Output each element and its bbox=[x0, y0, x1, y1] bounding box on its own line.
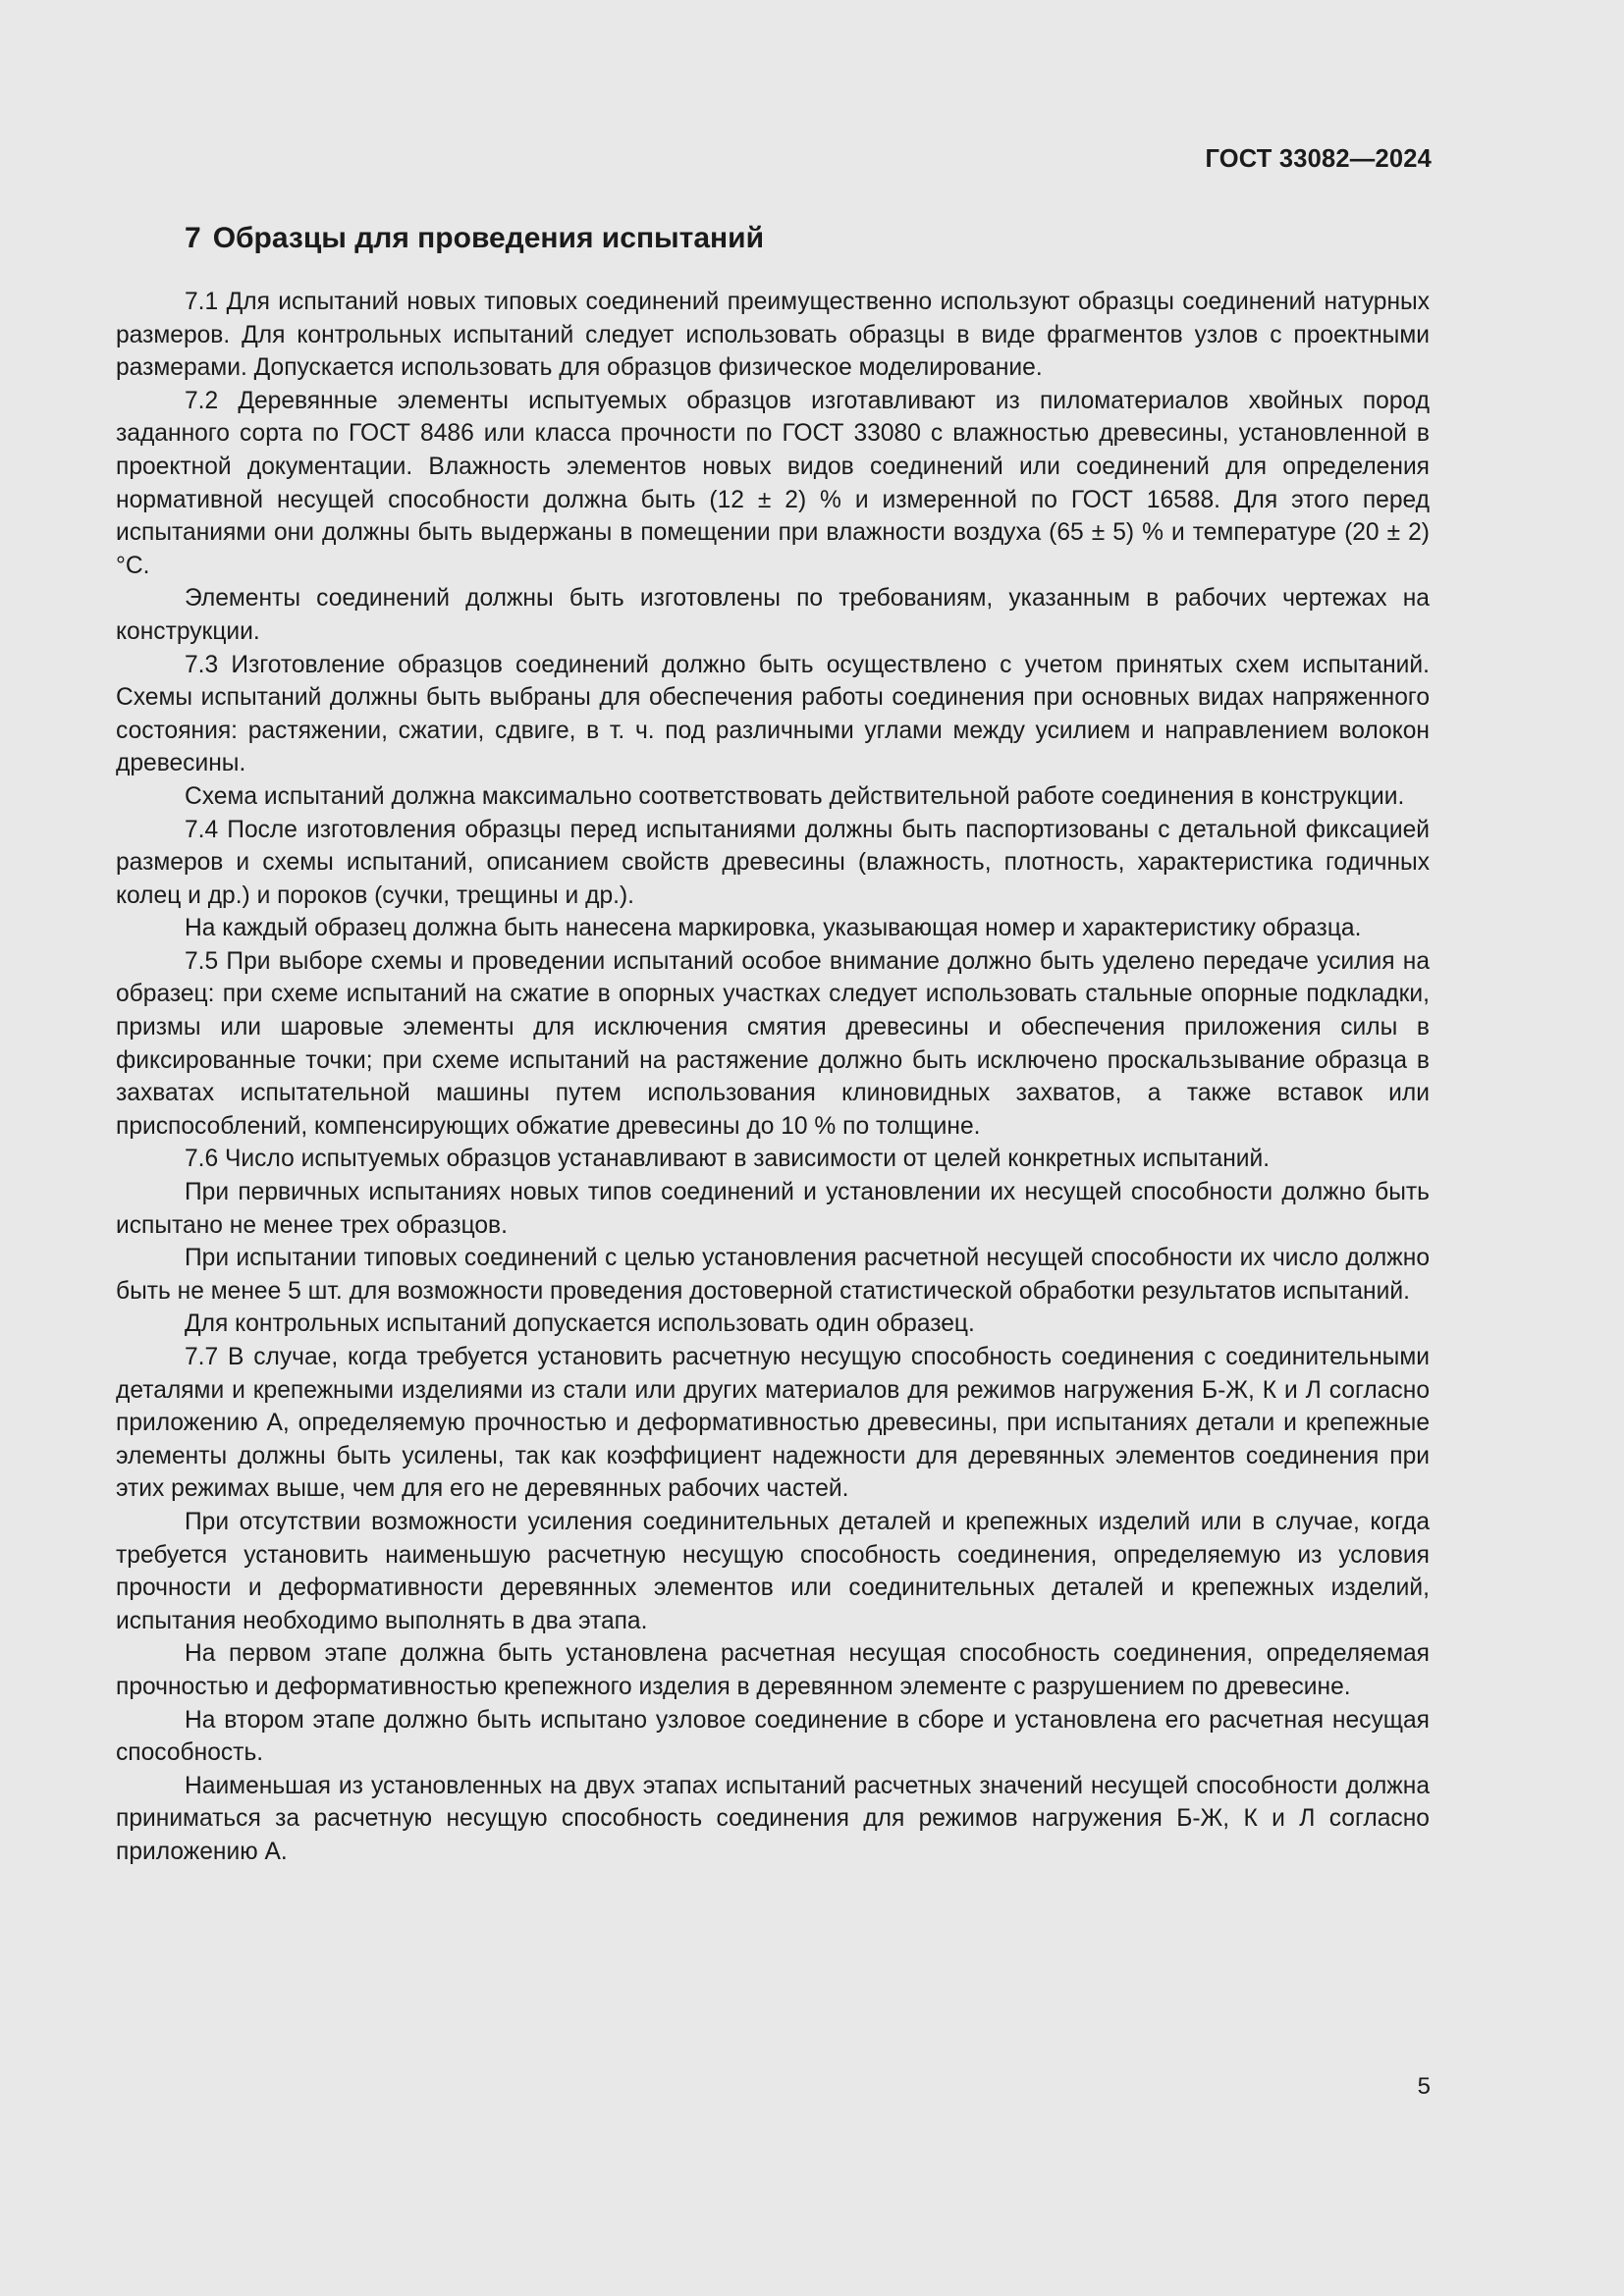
paragraph-7-7: 7.7 В случае, когда требуется установить расчетную несущую способность соединения с соединительными деталями и крепежными изделиями из стали или других материалов для режимов нагружения Б-Ж, К и Л согласно приложению А, определяемую прочностью и деформативностью древесины, при испытаниях детали и крепежные элементы должны быть усилены, так как коэффициент надежности для деревянных элементов соединения при этих режимах выше, чем для его не деревянных рабочих частей. bbox=[116, 1344, 1430, 1503]
paragraph-7-6: 7.6 Число испытуемых образцов устанавливают в зависимости от целей конкретных испытаний. bbox=[185, 1146, 1271, 1173]
section-number: 7 bbox=[185, 222, 201, 254]
paragraph: Схема испытаний должна максимально соответствовать действительной работе соединения в конструкции. bbox=[185, 782, 1405, 810]
paragraph-7-5: 7.5 При выборе схемы и проведении испытаний особое внимание должно быть уделено передаче усилия на образец: при схеме испытаний на сжатие в опорных участках следует использовать стальные опорные подкладки, призмы или шаровые элементы для исключения смятия древесины и обеспечения приложения силы в фиксированные точки; при схеме испытаний на растяжение должно быть исключено проскальзывание образца в захватах испытательной машины путем использования клиновидных захватов, а также вставок или приспособлений, компенсирующих обжатие древесины до 10 % по толщине. bbox=[116, 947, 1430, 1140]
paragraph: На первом этапе должна быть установлена расчетная несущая способность соединения, определяемая прочностью и деформативностью крепежного изделия в деревянном элементе с разрушением по древесине. bbox=[116, 1640, 1430, 1700]
paragraph: Для контрольных испытаний допускается использовать один образец. bbox=[185, 1310, 975, 1338]
page-number: 5 bbox=[1417, 2073, 1431, 2100]
paragraph-7-1: 7.1 Для испытаний новых типовых соединений преимущественно используют образцы соединений натурных размеров. Для контрольных испытаний следует использовать образцы в виде фрагментов узлов с проектными размерами. Допускается использовать для образцов физическое моделирование. bbox=[116, 289, 1430, 382]
paragraph: При отсутствии возможности усиления соединительных деталей и крепежных изделий или в случае, когда требуется установить наименьшую расчетную несущую способность соединения, определяемую из условия прочности и деформативности деревянных элементов или соединительных деталей и крепежных изделий, испытания необходимо выполнять в два этапа. bbox=[116, 1508, 1430, 1634]
paragraph: На втором этапе должно быть испытано узловое соединение в сборе и установлена его расчетная несущая способность. bbox=[116, 1706, 1430, 1767]
paragraph-7-2: 7.2 Деревянные элементы испытуемых образцов изготавливают из пиломатериалов хвойных пород заданного сорта по ГОСТ 8486 или класса прочности по ГОСТ 33080 с влажностью древесины, установленной в проектной документации. Влажность элементов новых видов соединений или соединений для определения нормативной несущей способности должна быть (12 ± 2) % и измеренной по ГОСТ 16588. Для этого перед испытаниями они должны быть выдержаны в помещении при влажности воздуха (65 ± 5) % и температуре (20 ± 2) °С. bbox=[116, 387, 1430, 579]
document-code: ГОСТ 33082—2024 bbox=[1205, 145, 1432, 173]
paragraph: Наименьшая из установленных на двух этапах испытаний расчетных значений несущей способности должна приниматься за расчетную несущую способность соединения для режимов нагружения Б-Ж, К и Л согласно приложению А. bbox=[116, 1772, 1430, 1865]
paragraph-7-3: 7.3 Изготовление образцов соединений должно быть осуществлено с учетом принятых схем испытаний. Схемы испытаний должны быть выбраны для обеспечения работы соединения при основных видах напряженного состояния: растяжении, сжатии, сдвиге, в т. ч. под различными углами между усилием и направлением волокон древесины. bbox=[116, 651, 1430, 777]
paragraph: На каждый образец должна быть нанесена маркировка, указывающая номер и характеристику образца. bbox=[185, 915, 1362, 942]
section-heading bbox=[185, 222, 764, 255]
paragraph: При первичных испытаниях новых типов соединений и установлении их несущей способности должно быть испытано не менее трех образцов. bbox=[116, 1179, 1430, 1239]
paragraph: При испытании типовых соединений с целью установления расчетной несущей способности их число должно быть не менее 5 шт. для возможности проведения достоверной статистической обработки результатов испытаний. bbox=[116, 1245, 1430, 1305]
section-title: Образцы для проведения испытаний bbox=[212, 222, 765, 254]
paragraph-7-4: 7.4 После изготовления образцы перед испытаниями должны быть паспортизованы с детальной фиксацией размеров и схемы испытаний, описанием свойств древесины (влажность, плотность, характеристика годичных колец и др.) и пороков (сучки, трещины и др.). bbox=[116, 816, 1430, 909]
paragraph: Элементы соединений должны быть изготовлены по требованиям, указанным в рабочих чертежах на конструкции. bbox=[116, 585, 1430, 645]
section-body bbox=[116, 286, 1430, 1869]
